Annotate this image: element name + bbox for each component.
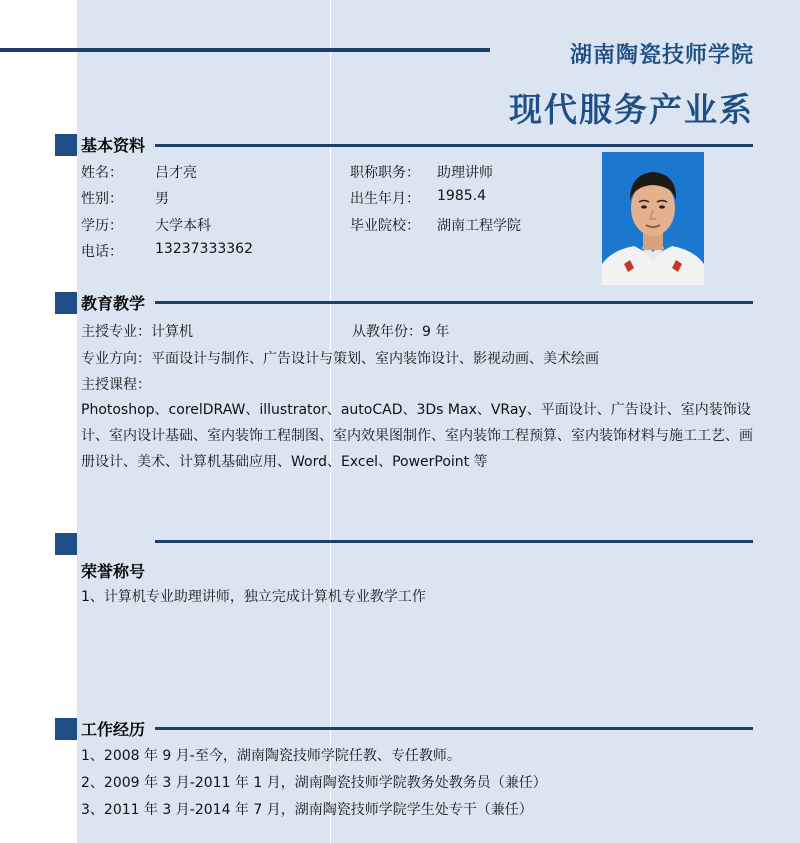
section-title-honors: 荣誉称号 (81, 562, 146, 581)
field-value-phone: 13237333362 (155, 241, 253, 257)
field-value-name: 吕才亮 (155, 165, 197, 181)
field-label-phone: 电话： (81, 244, 123, 260)
field-label-title: 职称职务： (350, 165, 420, 181)
teaching-courses-label: 主授课程： (81, 377, 151, 393)
section-marker-teaching (55, 292, 77, 314)
section-rule-basic (155, 144, 753, 147)
teaching-years: 从教年份：9 年 (352, 324, 450, 340)
section-marker-honors (55, 533, 77, 555)
field-label-school: 毕业院校： (350, 218, 420, 234)
section-title-teaching: 教育教学 (81, 294, 146, 313)
school-name: 湖南陶瓷技师学院 (569, 43, 754, 68)
teaching-major: 主授专业：计算机 (81, 324, 193, 340)
field-label-gender: 性别： (81, 191, 123, 207)
teaching-courses: Photoshop、corelDRAW、illustrator、autoCAD、3Ds Max、VRay、平面设计、广告设计、室内装饰设计、室内设计基础、室内装饰工程制图、室内效果图制作、室内装饰工程预算、室内装饰材料与施工工艺、画册设计、美术、计算机基础应用、Word、Excel、PowerPoint 等 (81, 402, 753, 470)
work-item: 3、2011 年 3 月-2014 年 7 月，湖南陶瓷技师学院学生处专干（兼任） (81, 802, 533, 818)
field-value-title: 助理讲师 (437, 165, 493, 181)
field-label-education: 学历： (81, 218, 123, 234)
header-rule (0, 48, 490, 52)
field-label-name: 姓名： (81, 165, 123, 181)
section-marker-basic (55, 134, 77, 156)
section-rule-teaching (155, 301, 753, 304)
work-item: 1、2008 年 9 月-至今，湖南陶瓷技师学院任教、专任教师。 (81, 748, 461, 764)
department-name: 现代服务产业系 (509, 90, 754, 129)
section-title-basic: 基本资料 (81, 136, 146, 155)
section-marker-work (55, 718, 77, 740)
honor-item: 1、计算机专业助理讲师，独立完成计算机专业教学工作 (81, 589, 426, 605)
field-value-school: 湖南工程学院 (437, 218, 521, 234)
section-rule-work (155, 727, 753, 730)
field-label-birth: 出生年月： (350, 191, 420, 207)
field-value-gender: 男 (155, 191, 169, 207)
field-value-education: 大学本科 (155, 218, 211, 234)
work-item: 2、2009 年 3 月-2011 年 1 月，湖南陶瓷技师学院教务处教务员（兼任） (81, 775, 547, 791)
profile-photo (602, 152, 704, 285)
section-rule-honors (155, 540, 753, 543)
field-value-birth: 1985.4 (437, 188, 486, 204)
teaching-direction: 专业方向：平面设计与制作、广告设计与策划、室内装饰设计、影视动画、美术绘画 (81, 351, 599, 367)
section-title-work: 工作经历 (81, 720, 146, 739)
